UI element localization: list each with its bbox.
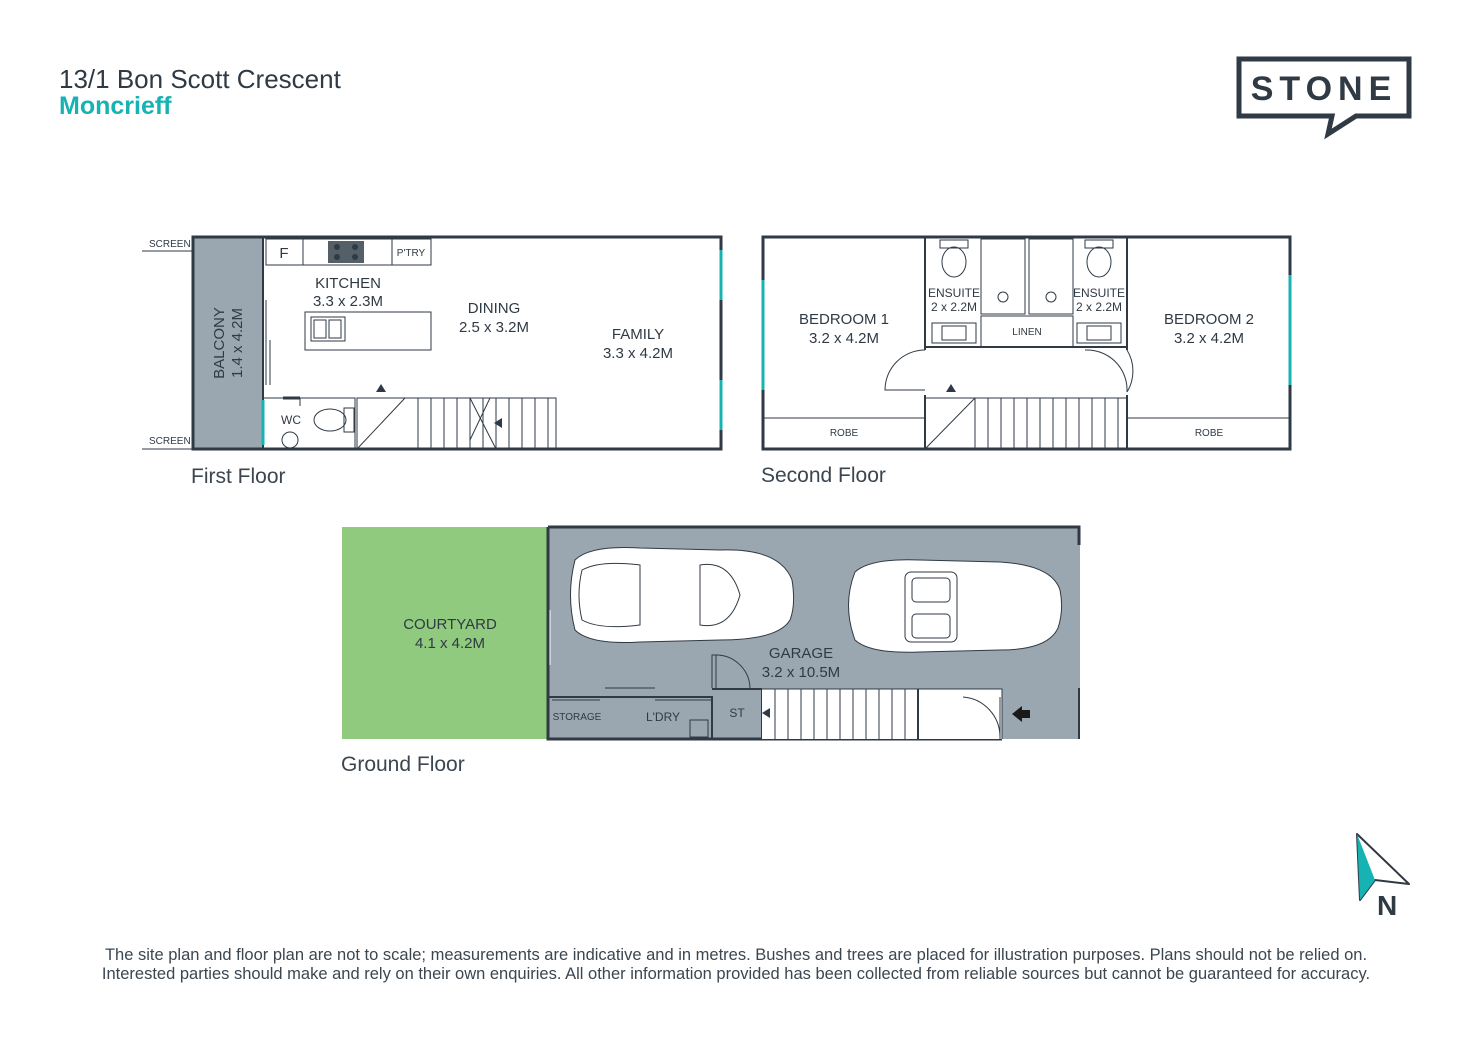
bedroom1-name: BEDROOM 1 xyxy=(798,311,890,328)
north-label: N xyxy=(1377,890,1398,921)
storage-label: STORAGE xyxy=(552,712,602,723)
garage-size: 3.2 x 10.5M xyxy=(761,664,841,681)
family-name: FAMILY xyxy=(611,326,665,343)
linen-label: LINEN xyxy=(1012,327,1042,338)
st-label: ST xyxy=(729,706,745,720)
ensuite2-size: 2 x 2.2M xyxy=(1075,300,1123,314)
courtyard-name: COURTYARD xyxy=(403,616,497,633)
courtyard-area xyxy=(342,527,548,739)
first-floor-plan xyxy=(142,237,721,488)
laundry-label: L'DRY xyxy=(645,710,681,724)
ground-floor-title: Ground Floor xyxy=(341,753,465,776)
family-size: 3.3 x 4.2M xyxy=(602,345,674,362)
balcony-area xyxy=(193,237,263,448)
disclaimer xyxy=(40,946,1432,984)
ground-floor-plan xyxy=(341,527,1082,776)
robe1-label: ROBE xyxy=(829,428,859,439)
balcony-name: BALCONY xyxy=(211,307,228,379)
ensuite2-name: ENSUITE xyxy=(1072,286,1126,300)
second-floor-title: Second Floor xyxy=(761,464,886,487)
logo-text: STONE xyxy=(1250,70,1398,108)
ensuite1-name: ENSUITE xyxy=(927,286,981,300)
kitchen-size: 3.3 x 2.3M xyxy=(312,293,384,310)
wc-label: WC xyxy=(281,413,301,427)
dining-name: DINING xyxy=(467,300,521,317)
property-address: 13/1 Bon Scott Crescent xyxy=(59,64,341,94)
bedroom2-size: 3.2 x 4.2M xyxy=(1173,330,1245,347)
dining-size: 2.5 x 3.2M xyxy=(458,319,530,336)
car-top-left xyxy=(571,548,794,643)
screen-label-top: SCREEN xyxy=(149,239,191,250)
disclaimer-line-1: The site plan and floor plan are not to scale; measurements are indicative and in metres. Bushes and trees are placed for illustration purposes. Plans should not be relied on. xyxy=(104,946,1368,964)
fridge-label: F xyxy=(279,245,289,262)
pantry-label: P'TRY xyxy=(396,248,426,259)
garage-name: GARAGE xyxy=(768,645,834,662)
robe2-label: ROBE xyxy=(1194,428,1224,439)
bedroom2-name: BEDROOM 2 xyxy=(1163,311,1255,328)
disclaimer-line-2: Interested parties should make and rely on their own enquiries. All other information provided has been collected from reliable sources but cannot be guaranteed for accuracy. xyxy=(101,965,1371,983)
first-floor-title: First Floor xyxy=(191,465,286,488)
kitchen-island xyxy=(305,312,431,350)
balcony-size: 1.4 x 4.2M xyxy=(229,307,246,379)
property-suburb: Moncrieff xyxy=(59,92,172,120)
bedroom1-size: 3.2 x 4.2M xyxy=(808,330,880,347)
kitchen-name: KITCHEN xyxy=(315,275,381,292)
car-top-right xyxy=(849,560,1062,653)
screen-label-bottom: SCREEN xyxy=(149,436,191,447)
ensuite1-size: 2 x 2.2M xyxy=(930,300,978,314)
second-floor-plan xyxy=(761,237,1290,487)
courtyard-size: 4.1 x 4.2M xyxy=(414,635,486,652)
